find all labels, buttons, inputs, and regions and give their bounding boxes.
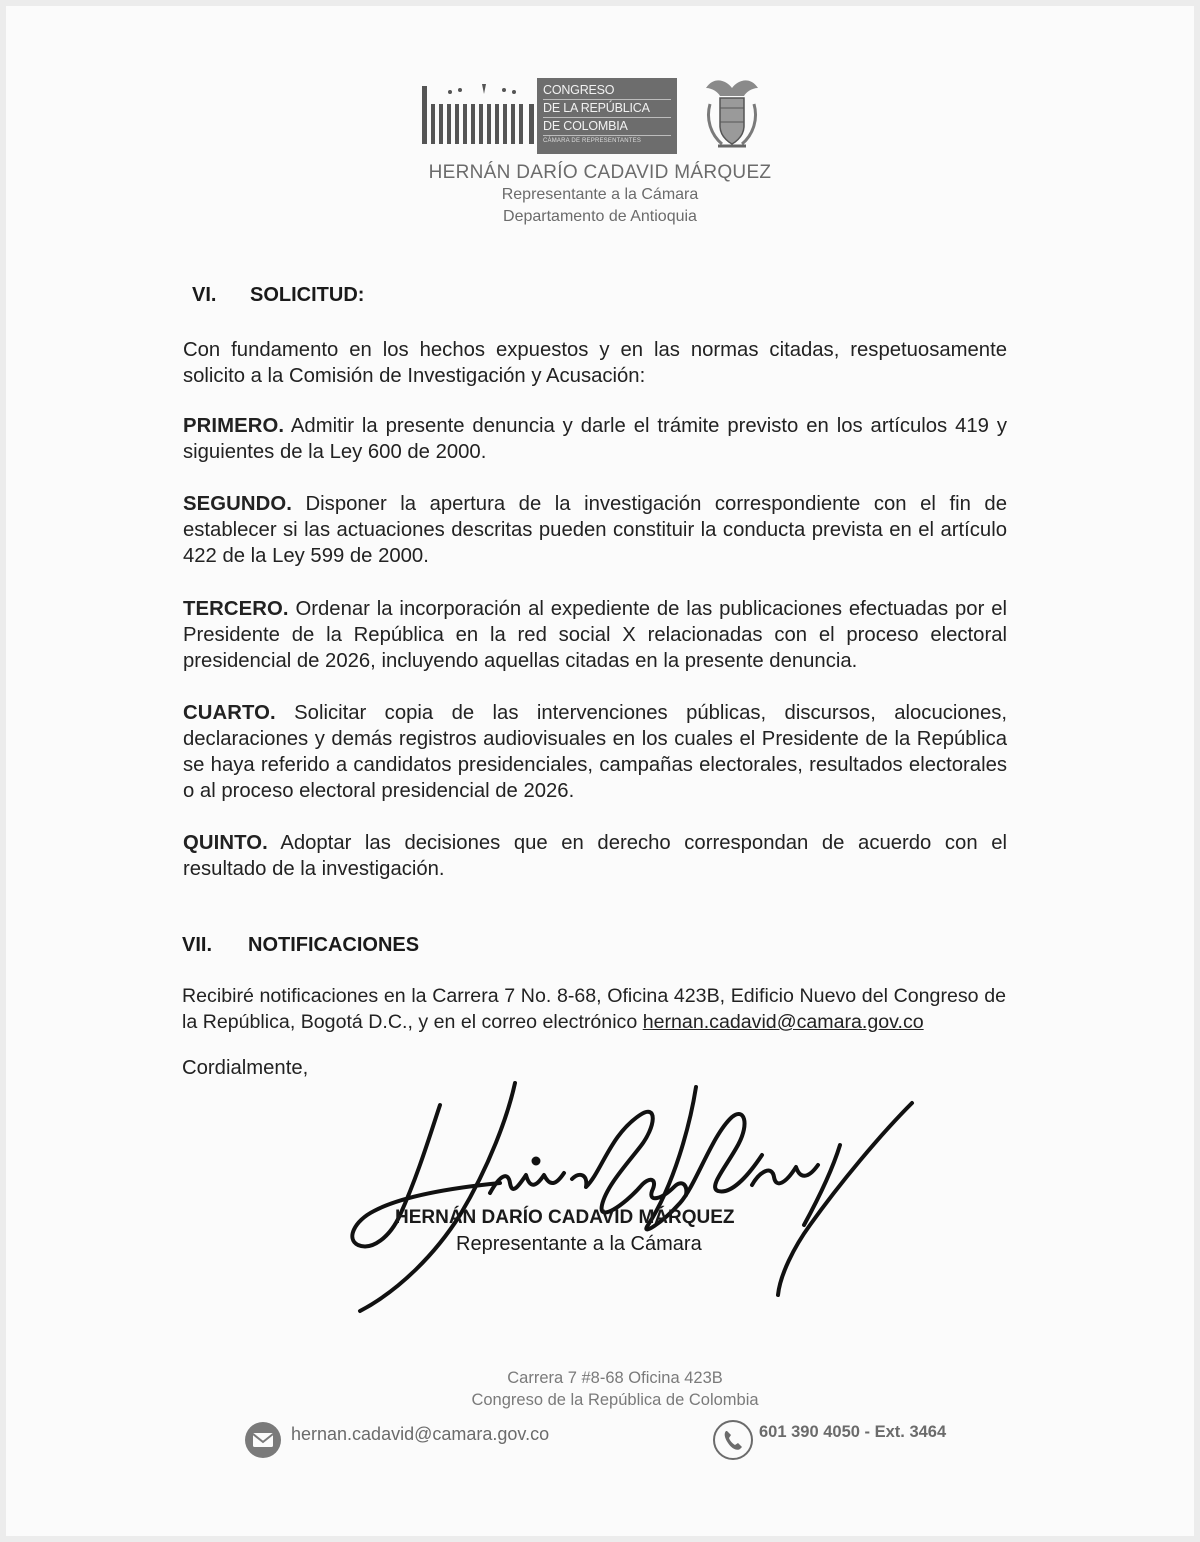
letterhead-role: Representante a la Cámara bbox=[501, 186, 699, 203]
coat-of-arms-icon bbox=[700, 74, 764, 152]
congress-subline: CÁMARA DE REPRESENTANTES bbox=[543, 138, 642, 144]
request-text: Solicitar copia de las intervenciones públicas, discursos, alocuciones, declaraciones y demás registros audiovisuales en los cuales el Presidente de la República se haya referido a candidatos presidenciales, campañas electorales, resultados electorales o al proceso electoral presidencial de 2026. bbox=[183, 702, 1007, 802]
congress-line-3: DE COLOMBIA bbox=[543, 118, 671, 136]
request-label: SEGUNDO. bbox=[183, 493, 292, 515]
section-heading-vii bbox=[182, 934, 419, 957]
envelope-icon bbox=[244, 1421, 282, 1459]
signatory-name: HERNÁN DARÍO CADAVID MÁRQUEZ bbox=[395, 1207, 735, 1228]
congress-wordmark bbox=[537, 78, 677, 154]
section-title: SOLICITUD: bbox=[250, 284, 365, 306]
congress-logo-bars bbox=[420, 82, 540, 144]
request-text: Ordenar la incorporación al expediente de las publicaciones efectuadas por el Presidente de la República en la red social X relacionadas con el proceso electoral presidencial de 2026, incluyendo aquellas citadas en la presente denuncia. bbox=[183, 598, 1007, 672]
handwritten-signature bbox=[340, 1075, 930, 1325]
request-paragraph-quinto bbox=[183, 830, 1007, 882]
notifications-text: Recibiré notificaciones en la Carrera 7 No. 8-68, Oficina 423B, Edificio Nuevo del Congreso de la República, Bogotá D.C., y en el correo electrónico bbox=[182, 985, 1006, 1033]
request-paragraph-segundo bbox=[183, 491, 1007, 569]
signatory-role: Representante a la Cámara bbox=[456, 1233, 702, 1255]
request-text: Disponer la apertura de la investigación correspondiente con el fin de establecer si las actuaciones descritas pueden constituir la conducta prevista en el artículo 422 de la Ley 599 de 2000. bbox=[183, 493, 1007, 567]
request-label: QUINTO. bbox=[183, 832, 268, 854]
notifications-email-link[interactable]: hernan.cadavid@camara.gov.co bbox=[642, 1011, 924, 1033]
request-paragraph-cuarto bbox=[183, 700, 1007, 804]
letterhead-name: HERNÁN DARÍO CADAVID MÁRQUEZ bbox=[428, 162, 772, 183]
intro-paragraph: Con fundamento en los hechos expuestos y en las normas citadas, respetuosamente solicito a la Comisión de Investigación y Acusación: bbox=[183, 339, 1007, 387]
request-label: TERCERO. bbox=[183, 598, 289, 620]
request-paragraph-primero bbox=[183, 413, 1007, 465]
request-paragraph-tercero bbox=[183, 596, 1007, 674]
section-number: VII. bbox=[182, 934, 213, 956]
phone-icon bbox=[712, 1419, 754, 1461]
section-number: VI. bbox=[192, 284, 217, 306]
footer-institution: Congreso de la República de Colombia bbox=[471, 1391, 759, 1409]
footer-email[interactable]: hernan.cadavid@camara.gov.co bbox=[291, 1424, 550, 1444]
congress-line-1: CONGRESO bbox=[543, 82, 671, 100]
notifications-paragraph bbox=[182, 983, 1006, 1035]
closing-text: Cordialmente, bbox=[182, 1057, 309, 1079]
request-label: CUARTO. bbox=[183, 702, 276, 724]
section-heading-vi bbox=[192, 284, 364, 307]
footer-phone: 601 390 4050 - Ext. 3464 bbox=[759, 1423, 947, 1441]
request-text: Admitir la presente denuncia y darle el trámite previsto en los artículos 419 y siguientes de la Ley 600 de 2000. bbox=[183, 415, 1007, 463]
footer-address: Carrera 7 #8-68 Oficina 423B bbox=[507, 1369, 723, 1387]
letterhead-department: Departamento de Antioquia bbox=[503, 208, 697, 225]
request-text: Adoptar las decisiones que en derecho correspondan de acuerdo con el resultado de la investigación. bbox=[183, 832, 1007, 880]
letterhead bbox=[410, 74, 790, 234]
section-title: NOTIFICACIONES bbox=[248, 934, 420, 956]
congress-line-2: DE LA REPÚBLICA bbox=[543, 100, 671, 118]
request-label: PRIMERO. bbox=[183, 415, 285, 437]
